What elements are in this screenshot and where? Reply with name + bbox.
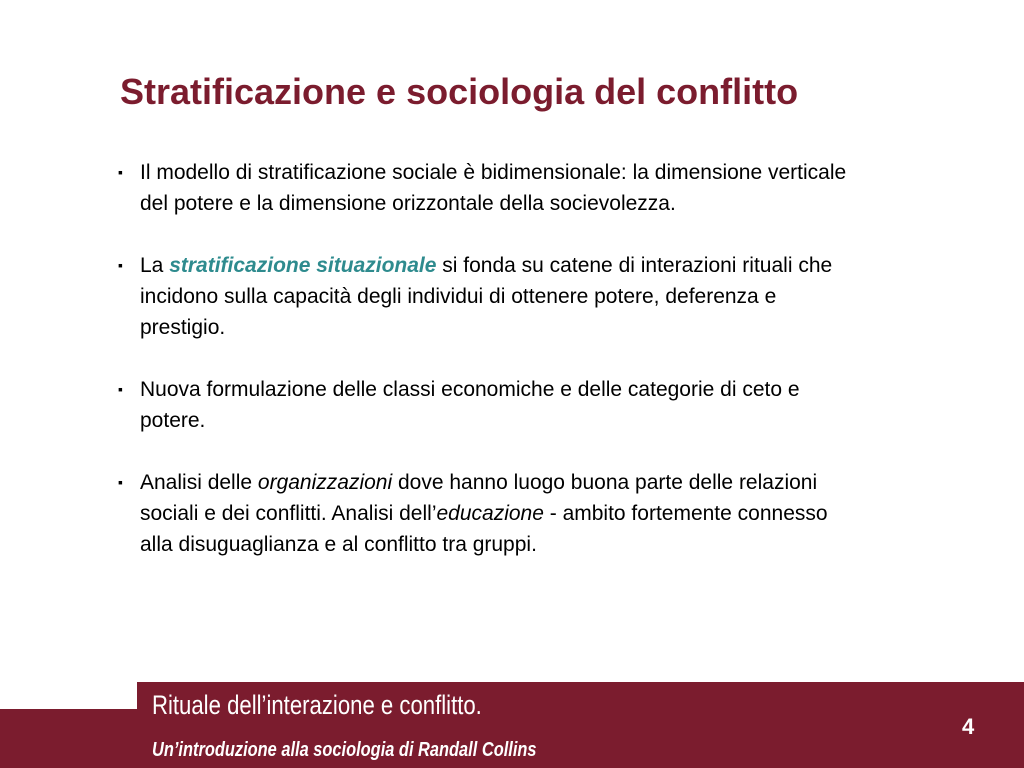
bullet-text: Nuova formulazione delle classi economiche e delle categorie di ceto e potere. — [140, 378, 800, 432]
slide-title: Stratificazione e sociologia del conflitto — [120, 71, 799, 112]
bullet-list — [118, 157, 858, 591]
bullet-text-middle: dove hanno luogo buona parte delle relazioni sociali e dei conflitti. Analisi dell’ — [140, 471, 818, 525]
bullet-text-before: La — [140, 254, 170, 277]
square-bullet-icon: ▪ — [118, 164, 123, 180]
bullet-item — [118, 374, 858, 436]
bullet-text-before: Analisi delle — [140, 471, 258, 494]
bullet-item — [118, 467, 858, 560]
bullet-item — [118, 250, 858, 343]
bullet-text-after: si fonda su catene di interazioni rituali che incidono sulla capacità degli individui di ottenere potere, deferenza e prestigio. — [140, 254, 833, 339]
bullet-emphasis: organizzazioni — [257, 471, 393, 494]
bullet-emphasis-2: educazione — [436, 502, 544, 525]
bullet-text-after: - ambito fortemente connesso alla disuguaglianza e al conflitto tra gruppi. — [140, 502, 828, 556]
bullet-item — [118, 157, 858, 219]
bullet-emphasis: stratificazione situazionale — [169, 254, 437, 277]
square-bullet-icon: ▪ — [118, 474, 123, 490]
bullet-text: Il modello di stratificazione sociale è bidimensionale: la dimensione verticale del potere e la dimensione orizzontale della socievolezza. — [140, 161, 847, 215]
square-bullet-icon: ▪ — [118, 381, 123, 397]
footer-title: Rituale dell’interazione e conflitto. — [152, 690, 482, 720]
page-number: 4 — [962, 714, 975, 739]
footer-subtitle: Un’introduzione alla sociologia di Randall Collins — [152, 739, 537, 761]
square-bullet-icon: ▪ — [118, 257, 123, 273]
